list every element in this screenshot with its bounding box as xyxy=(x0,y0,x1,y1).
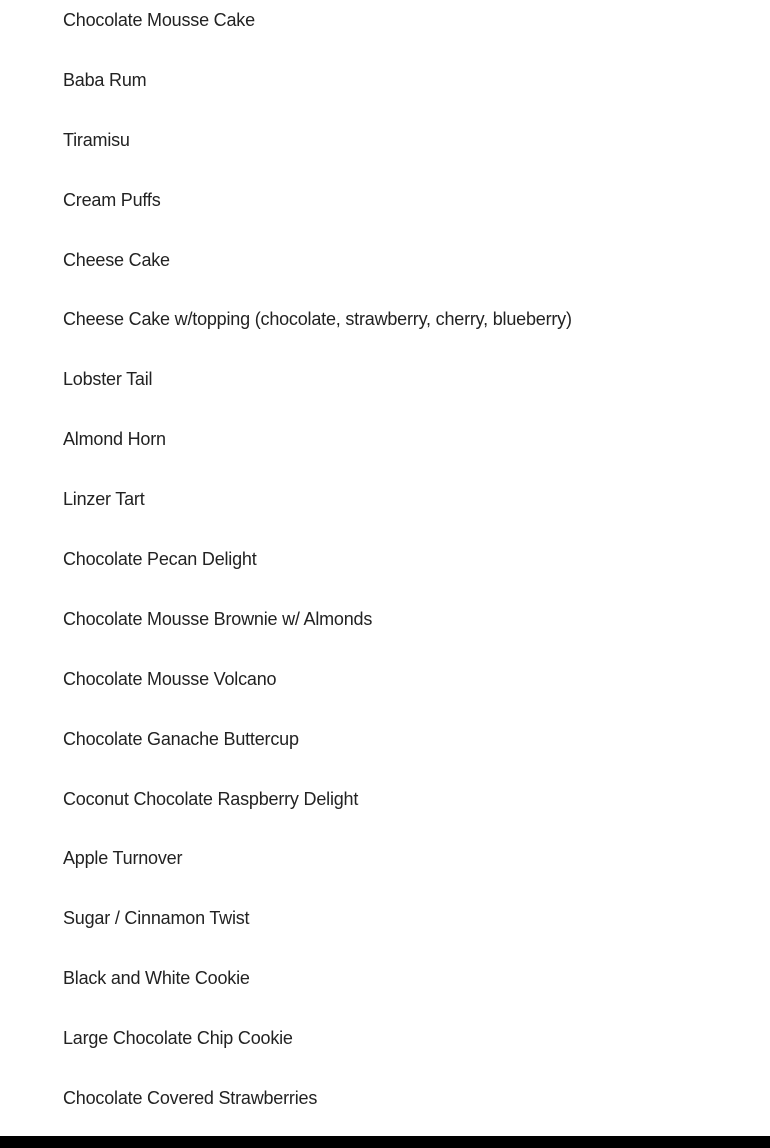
menu-item: Sugar / Cinnamon Twist xyxy=(63,908,250,929)
bottom-bar xyxy=(0,1136,770,1148)
menu-item: Large Chocolate Chip Cookie xyxy=(63,1028,293,1049)
menu-item: Baba Rum xyxy=(63,69,147,90)
menu-item: Apple Turnover xyxy=(63,848,183,869)
menu-item: Chocolate Ganache Buttercup xyxy=(63,728,299,749)
menu-item: Chocolate Covered Strawberries xyxy=(63,1088,318,1109)
menu-item: Black and White Cookie xyxy=(63,968,250,989)
menu-item: Lobster Tail xyxy=(63,369,153,390)
menu-item: Linzer Tart xyxy=(63,489,145,510)
menu-item: Cream Puffs xyxy=(63,189,161,210)
menu-item: Almond Horn xyxy=(63,429,166,450)
menu-item: Chocolate Pecan Delight xyxy=(63,549,257,570)
menu-item: Tiramisu xyxy=(63,129,130,150)
menu-item: Chocolate Mousse Cake xyxy=(63,10,255,30)
dessert-menu-list xyxy=(63,0,572,1138)
menu-item: Coconut Chocolate Raspberry Delight xyxy=(63,788,359,809)
menu-item: Chocolate Mousse Brownie w/ Almonds xyxy=(63,608,373,629)
menu-item: Cheese Cake w/topping (chocolate, strawberry, cherry, blueberry) xyxy=(63,309,572,330)
menu-item: Chocolate Mousse Volcano xyxy=(63,668,277,689)
menu-item: Cheese Cake xyxy=(63,249,170,270)
